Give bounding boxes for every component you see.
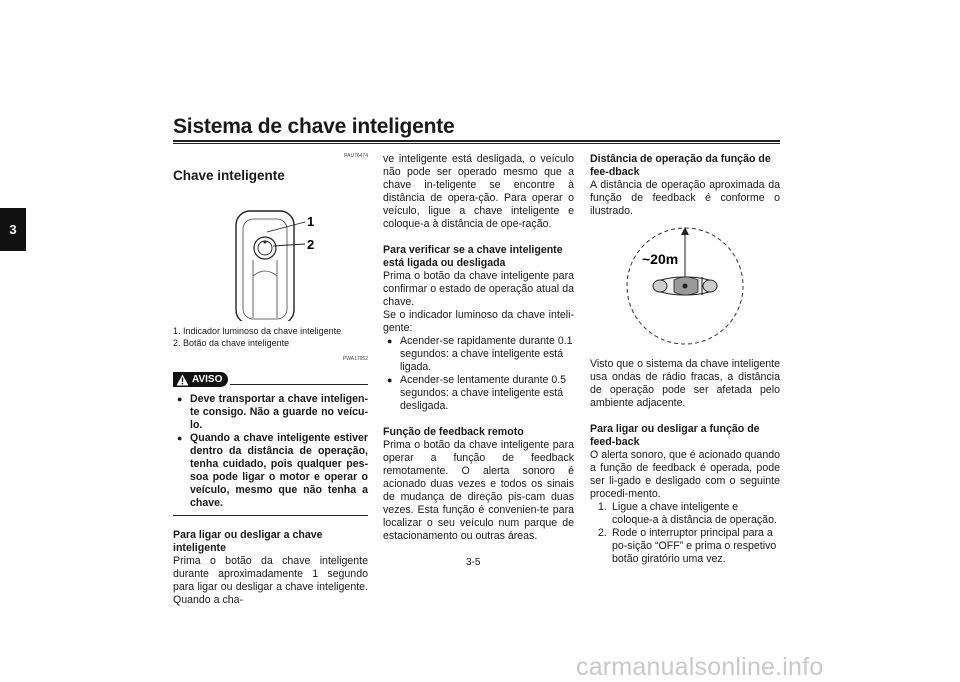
ref-code: PAU76474: [344, 153, 368, 159]
ref-code: PWA17952: [342, 356, 368, 362]
step-text: Rode o interruptor principal para a po-sição “OFF” e prima o respetivo botão giratório uma vez.: [612, 527, 777, 565]
paragraph: ve inteligente está desligada, o veículo não pode ser operado mesmo que a chave in-teligente se encontre à distância de opera-ção. Para operar o veículo, ligue a chave inteligente e coloque-a à distância de ope-ração.: [383, 153, 574, 230]
step-item: [590, 527, 780, 566]
section-heading: Chave inteligente: [173, 168, 285, 183]
range-figure: [590, 222, 780, 352]
paragraph: Prima o botão da chave inteligente para confirmar o estado de operação atual da chave.: [383, 270, 574, 308]
warning-triangle-icon: [176, 374, 189, 386]
paragraph: A distância de operação aproximada da função de feedback é conforme o ilustrado.: [590, 179, 780, 217]
page-title: Sistema de chave inteligente: [173, 115, 455, 138]
step-text: Ligue a chave inteligente e coloque-a à distância de operação.: [612, 501, 777, 526]
smart-key-figure: [173, 186, 368, 321]
paragraph: Visto que o sistema da chave inteligente usa ondas de rádio fracas, a distância de operação pode ser afetada pelo ambiente adjacente.: [590, 358, 780, 409]
subheading: Distância de operação da função de fee-dback: [590, 153, 771, 178]
paragraph: Prima o botão da chave inteligente para operar a função de feedback remotamente. O alerta sonoro é acionado duas vezes e todos os sinais de mudança de direção pis-cam duas vezes. Esta função é convenien-te para localizar o seu veículo num parque de estacionamento ou outras áreas.: [383, 439, 574, 542]
page-number: 3-5: [466, 557, 481, 568]
column-3: [590, 153, 780, 566]
steps-list: [590, 501, 780, 566]
warning-label: AVISO: [192, 374, 223, 385]
title-rule: [173, 140, 780, 142]
warning-item: ● Quando a chave inteligente estiver dentro da distância de operação, tenha cuidado, pois qualquer pes-soa pode ligar o motor e operar o veículo, mesmo que não tenha a chave.: [173, 432, 368, 510]
watermark: carmanualsonline.info: [576, 653, 824, 681]
warning-badge: [173, 372, 228, 387]
figure-label-1: 1: [307, 214, 315, 229]
subheading: Para ligar ou desligar a função de feed-back: [590, 423, 760, 448]
warning-list: [173, 393, 368, 510]
figure-caption-2: 2. Botão da chave inteligente: [173, 338, 290, 348]
warning-header: [173, 372, 368, 387]
paragraph: O alerta sonoro, que é acionado quando a função de feedback é operada, pode ser li-gado e desligado com o seguinte procedi-mento.: [590, 449, 780, 500]
subheading: Para verificar se a chave inteligente está ligada ou desligada: [383, 244, 563, 269]
bullet-item: ● Acender-se lentamente durante 0.5 segundos: a chave inteligente está desligada.: [383, 374, 574, 413]
step-number: 2.: [598, 527, 607, 539]
figure-caption-1: 1. Indicador luminoso da chave inteligente: [173, 326, 342, 336]
paragraph: Se o indicador luminoso da chave inteli-gente:: [383, 309, 574, 334]
bullet-item: ● Acender-se rapidamente durante 0.1 segundos: a chave inteligente está ligada.: [383, 335, 574, 374]
chapter-tab: 3: [0, 208, 26, 251]
column-2: [383, 153, 574, 543]
title-rule-thin: [173, 143, 780, 144]
step-item: [590, 501, 780, 527]
warning-rule: [230, 384, 368, 385]
paragraph: Prima o botão da chave inteligente durante aproximadamente 1 segundo para ligar ou desligar a chave inteligente. Quando a cha-: [173, 555, 368, 606]
subheading: Para ligar ou desligar a chave inteligente: [173, 529, 323, 554]
subheading: Função de feedback remoto: [383, 426, 524, 438]
column-1: [173, 150, 368, 607]
warning-end-rule: [173, 515, 368, 516]
range-label: ~20m: [642, 251, 679, 267]
warning-item: ● Deve transportar a chave inteligen-te consigo. Não a guarde no veícu-lo.: [173, 393, 368, 432]
step-number: 1.: [598, 501, 607, 513]
figure-label-2: 2: [307, 237, 315, 252]
motorcycle-icon: [653, 277, 717, 295]
bullet-list: [383, 335, 574, 413]
